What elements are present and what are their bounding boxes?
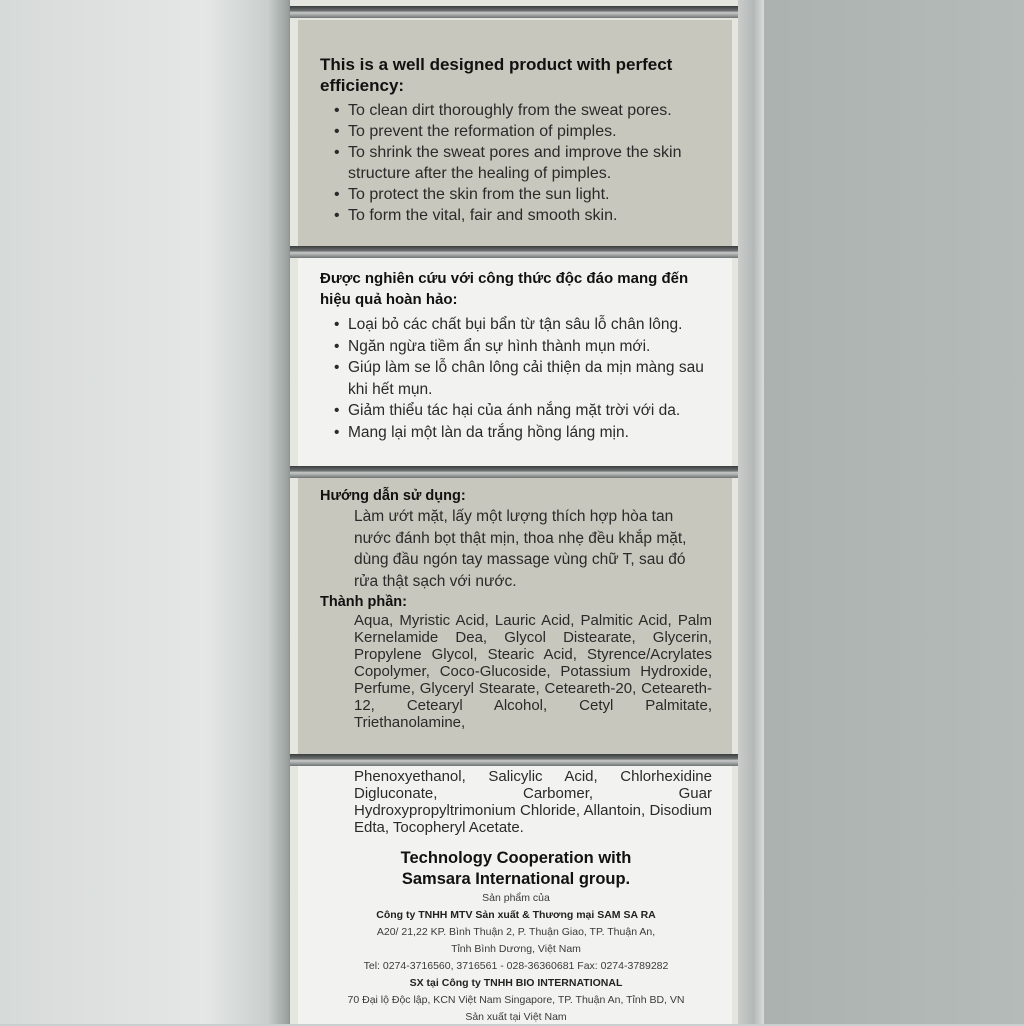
vietnamese-benefits-list <box>320 314 708 443</box>
list-item: • To clean dirt thoroughly from the sweat pores. <box>334 100 718 121</box>
vietnamese-benefits-panel <box>298 258 732 466</box>
box-shadow <box>268 0 292 1024</box>
usage-heading: Hướng dẫn sử dụng: <box>320 488 466 504</box>
ingredients-continued: Phenoxyethanol, Salicylic Acid, Chlorhexidine Digluconate, Carbomer, Guar Hydroxypropyltrimonium Chloride, Allantoin, Disodium Edta, Tocopheryl Acetate. <box>354 768 712 836</box>
product-box-edge <box>738 0 764 1024</box>
company-address-line-2: Tỉnh Bình Dương, Việt Nam <box>451 943 581 955</box>
english-heading: This is a well designed product with perfect efficiency: <box>320 55 673 95</box>
company-phone: Tel: 0274-3716560, 3716561 - 028-36360681 Fax: 0274-3789282 <box>363 960 669 972</box>
usage-text: Làm ướt mặt, lấy một lượng thích hợp hòa tan nước đánh bọt thật mịn, thoa nhẹ đều khắp mặt, dùng đầu ngón tay massage vùng chữ T, sau đó rửa thật sạch với nước. <box>354 508 687 590</box>
list-item: • Mang lại một làn da trắng hồng láng mịn. <box>334 422 708 444</box>
cooperation-line-2: Samsara International group. <box>401 870 631 888</box>
product-of-label: Sản phẩm của <box>482 892 550 904</box>
made-in-label: Sản xuất tại Việt Nam <box>465 1011 567 1023</box>
list-item: • Ngăn ngừa tiềm ẩn sự hình thành mụn mới. <box>334 336 708 358</box>
manufacturer-line: SX tại Công ty TNHH BIO INTERNATIONAL <box>409 977 623 989</box>
list-item: • Loại bỏ các chất bụi bẩn từ tận sâu lỗ chân lông. <box>334 314 708 336</box>
cooperation-line-1: Technology Cooperation with <box>400 849 632 867</box>
company-name: Công ty TNHH MTV Sản xuất & Thương mại SAM SA RA <box>376 909 656 921</box>
list-item: • To prevent the reformation of pimples. <box>334 121 718 142</box>
manufacturer-panel <box>298 766 732 1024</box>
list-item: • To protect the skin from the sun light. <box>334 184 718 205</box>
metallic-stripe <box>290 246 738 258</box>
ingredients-heading: Thành phần: <box>320 594 407 610</box>
usage-ingredients-panel <box>298 478 732 754</box>
metallic-stripe <box>290 754 738 766</box>
english-benefits-list <box>320 100 718 226</box>
metallic-stripe <box>290 6 738 18</box>
company-address-line-1: A20/ 21,22 KP. Bình Thuận 2, P. Thuận Giao, TP. Thuận An, <box>376 926 656 938</box>
list-item: • To form the vital, fair and smooth skin. <box>334 205 718 226</box>
english-benefits-panel <box>298 20 732 246</box>
metallic-stripe <box>290 466 738 478</box>
list-item: • To shrink the sweat pores and improve the skin structure after the healing of pimples. <box>334 142 718 184</box>
vietnamese-heading: Được nghiên cứu với công thức độc đáo mang đến hiệu quả hoàn hảo: <box>320 270 689 308</box>
ingredients-text: Aqua, Myristic Acid, Lauric Acid, Palmitic Acid, Palm Kernelamide Dea, Glycol Distearate, Glycerin, Propylene Glycol, Stearic Acid, Styrence/Acrylates Copolymer, Coco-Glucoside, Potassium Hydroxide, Perfume, Glyceryl Stearate, Ceteareth-20, Ceteareth-12, Cetearyl Alcohol, Cetyl Palmitate, Triethanolamine, <box>354 612 712 731</box>
list-item: • Giúp làm se lỗ chân lông cải thiện da mịn màng sau khi hết mụn. <box>334 357 708 400</box>
list-item: • Giảm thiểu tác hại của ánh nắng mặt trời với da. <box>334 400 708 422</box>
manufacturer-address: 70 Đại lộ Độc lập, KCN Việt Nam Singapore, TP. Thuận An, Tỉnh BD, VN <box>347 994 685 1006</box>
